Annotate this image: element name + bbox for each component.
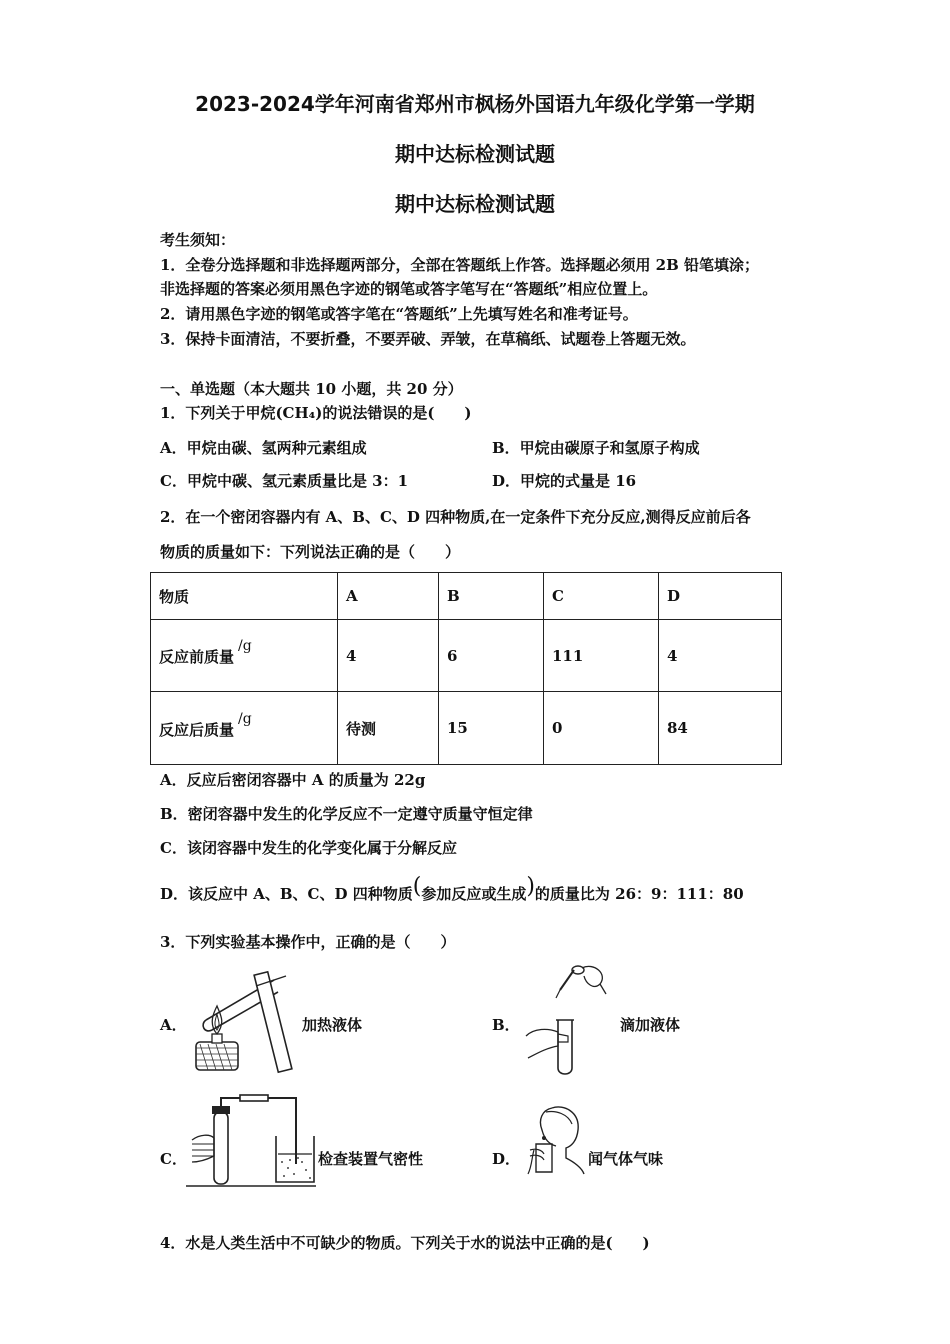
- q3-option-b-letter: B．: [492, 1016, 520, 1034]
- smelling-gas-figure: [522, 1104, 586, 1176]
- paren-open: (: [412, 874, 422, 899]
- q1-stem: 1．下列关于甲烷(CH₄)的说法错误的是( ): [160, 404, 472, 422]
- q3-option-d-letter: D．: [492, 1150, 521, 1168]
- table-header-cell: A: [338, 573, 439, 620]
- row-label-text: 反应后质量: [159, 720, 235, 739]
- table-header-row: [151, 573, 782, 620]
- q3-option-a-letter: A．: [160, 1016, 187, 1034]
- table-row: [151, 620, 782, 692]
- table-row-label: [151, 692, 338, 765]
- exam-title-line3: 期中达标检测试题: [395, 192, 555, 216]
- table-cell: 0: [544, 692, 659, 765]
- table-header-cell: C: [544, 573, 659, 620]
- q4-stem: 4．水是人类生活中不可缺少的物质。下列关于水的说法中正确的是( ): [160, 1234, 650, 1252]
- notice-item-3: 3．保持卡面清洁，不要折叠，不要弄破、弄皱，在草稿纸、试题卷上答题无效。: [160, 330, 696, 348]
- row-label-text: 反应前质量: [159, 648, 235, 666]
- table-cell: 4: [338, 620, 439, 692]
- q2-option-c: C．该闭容器中发生的化学变化属于分解反应: [160, 839, 457, 857]
- q3-option-c-letter: C．: [160, 1150, 187, 1168]
- q3-option-c-label: 检查装置气密性: [318, 1150, 424, 1168]
- table-cell: 6: [439, 620, 544, 692]
- notice-item-1: 1．全卷分选择题和非选择题两部分，全部在答题纸上作答。选择题必须用 2B 铅笔填涂；: [160, 256, 760, 274]
- q3-option-a-label: 加热液体: [302, 1016, 363, 1034]
- q2-option-d-pre: D．该反应中 A、B、C、D 四种物质: [160, 885, 413, 903]
- table-cell: 84: [659, 692, 782, 765]
- notice-heading: 考生须知：: [160, 231, 236, 249]
- q2-option-d: [160, 874, 744, 905]
- unit-text: /g: [238, 710, 252, 727]
- table-cell: 4: [659, 620, 782, 692]
- dropping-liquid-figure: [516, 962, 616, 1078]
- q3-option-b-label: 滴加液体: [620, 1016, 681, 1034]
- q3-option-d-label: 闻气体气味: [588, 1150, 664, 1168]
- exam-title-line2: 期中达标检测试题: [395, 142, 555, 166]
- table-header-cell: B: [439, 573, 544, 620]
- unit-text: /g: [238, 638, 252, 654]
- table-header-cell: D: [659, 573, 782, 620]
- q2-stem-line1: 2．在一个密闭容器内有 A、B、C、D 四种物质,在一定条件下充分反应,测得反应前后各: [160, 508, 751, 526]
- airtightness-check-figure: [186, 1092, 320, 1190]
- table-header-cell: 物质: [151, 573, 338, 620]
- heating-liquid-figure: [186, 968, 298, 1076]
- notice-item-1-cont: 非选择题的答案必须用黑色字迹的钢笔或答字笔写在“答题纸”相应位置上。: [160, 280, 658, 298]
- paren-close: ): [526, 874, 535, 899]
- section-heading: 一、单选题（本大题共 10 小题，共 20 分）: [160, 380, 463, 398]
- q1-option-b: B．甲烷由碳原子和氢原子构成: [492, 439, 700, 457]
- q3-stem: 3．下列实验基本操作中，正确的是（ ）: [160, 933, 456, 951]
- q1-option-d: D．甲烷的式量是 16: [492, 472, 637, 490]
- table-cell: 待测: [338, 692, 439, 765]
- q2-option-d-post: 的质量比为 26：9：111：80: [534, 885, 744, 903]
- notice-item-2: 2．请用黑色字迹的钢笔或答字笔在“答题纸”上先填写姓名和准考证号。: [160, 305, 638, 323]
- table-row-label: [151, 620, 338, 692]
- q2-option-d-paren: 参加反应或生成: [421, 885, 527, 903]
- table-cell: 111: [544, 620, 659, 692]
- exam-title-line1: 2023-2024学年河南省郑州市枫杨外国语九年级化学第一学期: [195, 92, 755, 116]
- q2-option-b: B．密闭容器中发生的化学反应不一定遵守质量守恒定律: [160, 805, 533, 823]
- q2-option-a: A．反应后密闭容器中 A 的质量为 22g: [160, 771, 426, 789]
- q2-stem-line2: 物质的质量如下：下列说法正确的是（ ）: [160, 543, 461, 561]
- q1-option-a: A．甲烷由碳、氢两种元素组成: [160, 439, 367, 457]
- q2-mass-table: [150, 572, 782, 765]
- q1-option-c: C．甲烷中碳、氢元素质量比是 3：1: [160, 472, 409, 490]
- table-row: [151, 692, 782, 765]
- table-cell: 15: [439, 692, 544, 765]
